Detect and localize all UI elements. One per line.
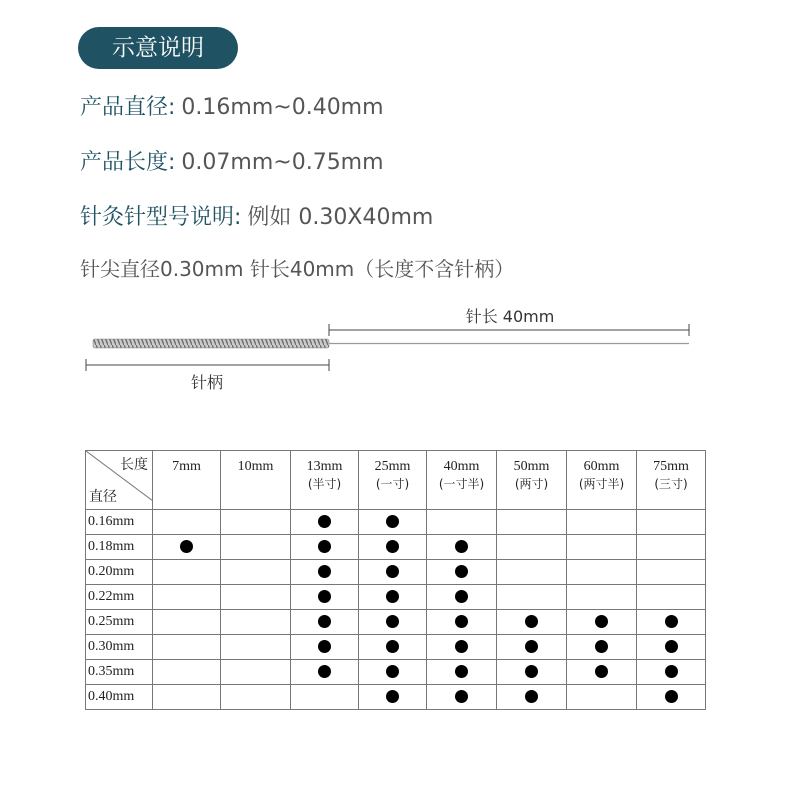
available-dot [525, 690, 538, 703]
table-cell [427, 635, 497, 660]
available-dot [180, 540, 193, 553]
available-dot [665, 615, 678, 628]
table-row [86, 535, 706, 560]
available-dot [595, 665, 608, 678]
needle-length-label: 针长 40mm [465, 307, 555, 326]
table-corner-cell [86, 451, 153, 510]
available-dot [455, 540, 468, 553]
table-cell [221, 610, 291, 635]
available-dot [386, 665, 399, 678]
table-cell [153, 510, 221, 535]
available-dot [455, 590, 468, 603]
available-dot [455, 640, 468, 653]
table-cell [567, 510, 637, 535]
available-dot [595, 640, 608, 653]
table-cell [221, 635, 291, 660]
table-cell [359, 560, 427, 585]
available-dot [525, 615, 538, 628]
table-cell [221, 585, 291, 610]
table-cell [637, 510, 706, 535]
available-dot [318, 565, 331, 578]
available-dot [525, 665, 538, 678]
spec-length [80, 145, 384, 176]
table-cell [291, 660, 359, 685]
column-length: 75mm [653, 459, 689, 474]
table-cell [427, 610, 497, 635]
row-diameter: 0.30mm [86, 635, 153, 660]
handle-label: 针柄 [190, 373, 224, 392]
available-dot [318, 640, 331, 653]
spec-table [85, 450, 706, 710]
length-note: 针尖直径0.30mm 针长40mm（长度不含针柄） [80, 257, 515, 281]
available-dot [525, 640, 538, 653]
table-cell [497, 685, 567, 710]
available-dot [386, 590, 399, 603]
column-length: 7mm [172, 459, 201, 474]
row-diameter: 0.35mm [86, 660, 153, 685]
table-cell [221, 560, 291, 585]
table-cell [359, 685, 427, 710]
table-cell [637, 685, 706, 710]
table-cell [567, 585, 637, 610]
row-diameter: 0.25mm [86, 610, 153, 635]
table-cell [567, 560, 637, 585]
available-dot [386, 515, 399, 528]
table-row [86, 585, 706, 610]
spec-model-label: 针灸针型号说明: [80, 205, 242, 230]
table-cell [427, 560, 497, 585]
table-cell [221, 660, 291, 685]
available-dot [665, 640, 678, 653]
table-cell [637, 585, 706, 610]
table-cell [427, 585, 497, 610]
column-cun: (两寸半) [578, 477, 625, 491]
table-cell [221, 510, 291, 535]
table-cell [153, 560, 221, 585]
spec-diameter-label: 产品直径: [80, 95, 176, 120]
column-cun: (半寸) [307, 477, 342, 491]
table-cell [291, 685, 359, 710]
table-cell [221, 685, 291, 710]
table-cell [291, 610, 359, 635]
table-cell [153, 535, 221, 560]
table-cell [427, 510, 497, 535]
column-length: 13mm [306, 459, 343, 474]
column-cun: (三寸) [654, 477, 688, 491]
column-header [497, 451, 567, 510]
available-dot [386, 640, 399, 653]
column-length: 50mm [513, 459, 550, 474]
table-cell [221, 535, 291, 560]
table-cell [567, 610, 637, 635]
table-cell [497, 585, 567, 610]
table-cell [291, 560, 359, 585]
column-length: 25mm [374, 459, 411, 474]
spec-diameter [80, 90, 384, 121]
table-cell [637, 635, 706, 660]
corner-diameter-label: 直径 [89, 489, 117, 505]
table-cell [637, 560, 706, 585]
row-diameter: 0.20mm [86, 560, 153, 585]
available-dot [386, 690, 399, 703]
table-cell [359, 510, 427, 535]
table-header-row [86, 451, 706, 510]
table-cell [497, 560, 567, 585]
table-cell [291, 585, 359, 610]
needle-diagram [0, 295, 790, 405]
spec-diameter-value: 0.16mm~0.40mm [181, 95, 384, 120]
available-dot [665, 690, 678, 703]
row-diameter: 0.22mm [86, 585, 153, 610]
table-cell [153, 585, 221, 610]
column-header [567, 451, 637, 510]
needle-handle [93, 339, 329, 348]
table-cell [497, 510, 567, 535]
column-header [427, 451, 497, 510]
table-cell [637, 610, 706, 635]
available-dot [455, 565, 468, 578]
table-row [86, 635, 706, 660]
table-cell [359, 635, 427, 660]
table-cell [427, 685, 497, 710]
table-cell [567, 685, 637, 710]
table-cell [637, 535, 706, 560]
table-cell [359, 585, 427, 610]
table-cell [359, 535, 427, 560]
row-diameter: 0.16mm [86, 510, 153, 535]
spec-length-value: 0.07mm~0.75mm [181, 150, 384, 175]
table-cell [291, 510, 359, 535]
available-dot [318, 515, 331, 528]
table-cell [567, 535, 637, 560]
column-length: 60mm [583, 459, 620, 474]
table-row [86, 660, 706, 685]
available-dot [665, 665, 678, 678]
available-dot [595, 615, 608, 628]
available-dot [318, 615, 331, 628]
available-dot [386, 615, 399, 628]
row-diameter: 0.18mm [86, 535, 153, 560]
table-cell [497, 610, 567, 635]
spec-model-value: 例如 0.30X40mm [247, 205, 434, 230]
available-dot [318, 590, 331, 603]
table-cell [153, 635, 221, 660]
available-dot [386, 540, 399, 553]
table-cell [153, 610, 221, 635]
table-cell [153, 685, 221, 710]
table-row [86, 610, 706, 635]
column-length: 40mm [443, 459, 480, 474]
table-row [86, 560, 706, 585]
table-cell [291, 635, 359, 660]
column-cun: (一寸) [375, 477, 410, 491]
available-dot [455, 615, 468, 628]
spec-length-label: 产品长度: [80, 150, 176, 175]
column-length: 10mm [237, 459, 274, 474]
column-header [359, 451, 427, 510]
available-dot [318, 540, 331, 553]
column-cun: (一寸半) [438, 477, 485, 491]
available-dot [318, 665, 331, 678]
table-cell [567, 635, 637, 660]
row-diameter: 0.40mm [86, 685, 153, 710]
table-cell [497, 535, 567, 560]
section-badge: 示意说明 [78, 27, 238, 69]
corner-length-label: 长度 [120, 457, 148, 473]
table-cell [427, 535, 497, 560]
table-cell [359, 660, 427, 685]
spec-model [80, 200, 433, 231]
available-dot [386, 565, 399, 578]
table-cell [497, 660, 567, 685]
available-dot [455, 665, 468, 678]
table-cell [359, 610, 427, 635]
column-header [221, 451, 291, 510]
table-cell [291, 535, 359, 560]
column-header [637, 451, 706, 510]
table-cell [637, 660, 706, 685]
available-dot [455, 690, 468, 703]
table-cell [427, 660, 497, 685]
column-cun: (两寸) [514, 477, 549, 491]
table-row [86, 685, 706, 710]
column-header [291, 451, 359, 510]
table-cell [153, 660, 221, 685]
table-row [86, 510, 706, 535]
table-cell [497, 635, 567, 660]
table-cell [567, 660, 637, 685]
column-header [153, 451, 221, 510]
